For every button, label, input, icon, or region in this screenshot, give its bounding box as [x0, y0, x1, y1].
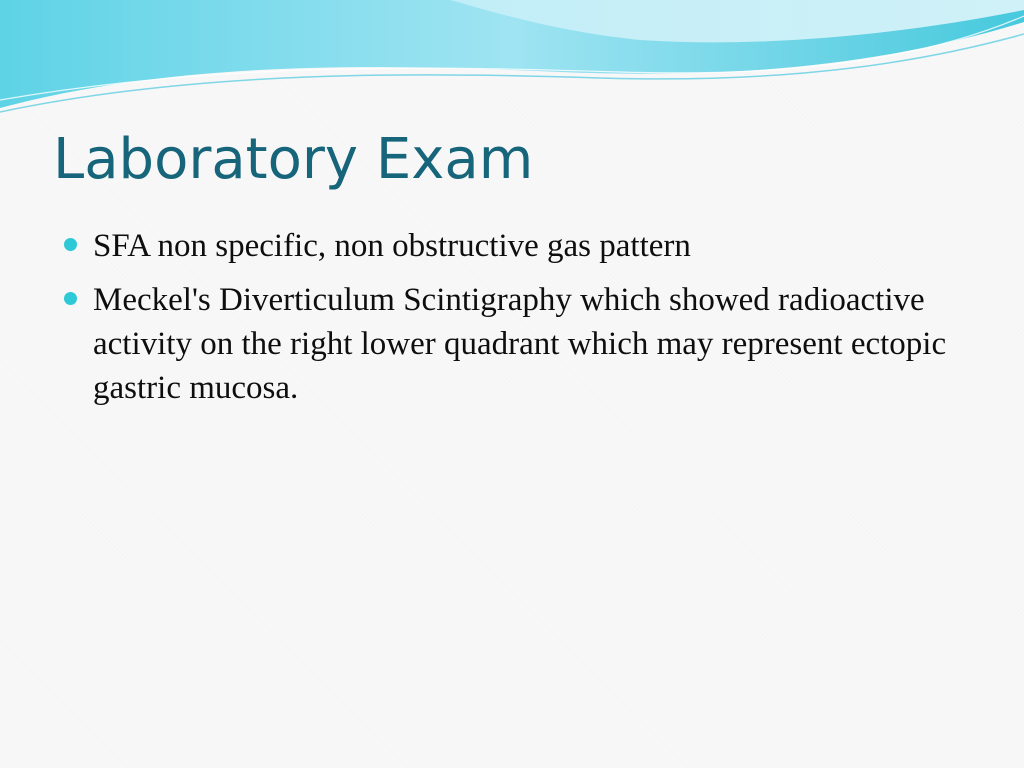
bullet-item	[62, 278, 962, 410]
bullet-text: SFA non specific, non obstructive gas pattern	[93, 228, 691, 264]
bullet-text: Meckel's Diverticulum Scintigraphy which showed radioactive activity on the right lower quadrant which may represent ectopic gastric mucosa.	[93, 282, 947, 406]
bullet-list	[62, 224, 962, 420]
bullet-dot-icon	[64, 292, 77, 305]
bullet-item	[62, 224, 962, 268]
bullet-dot-icon	[64, 238, 77, 251]
header-wave-decoration	[0, 0, 1024, 120]
slide-title: Laboratory Exam	[53, 127, 534, 192]
